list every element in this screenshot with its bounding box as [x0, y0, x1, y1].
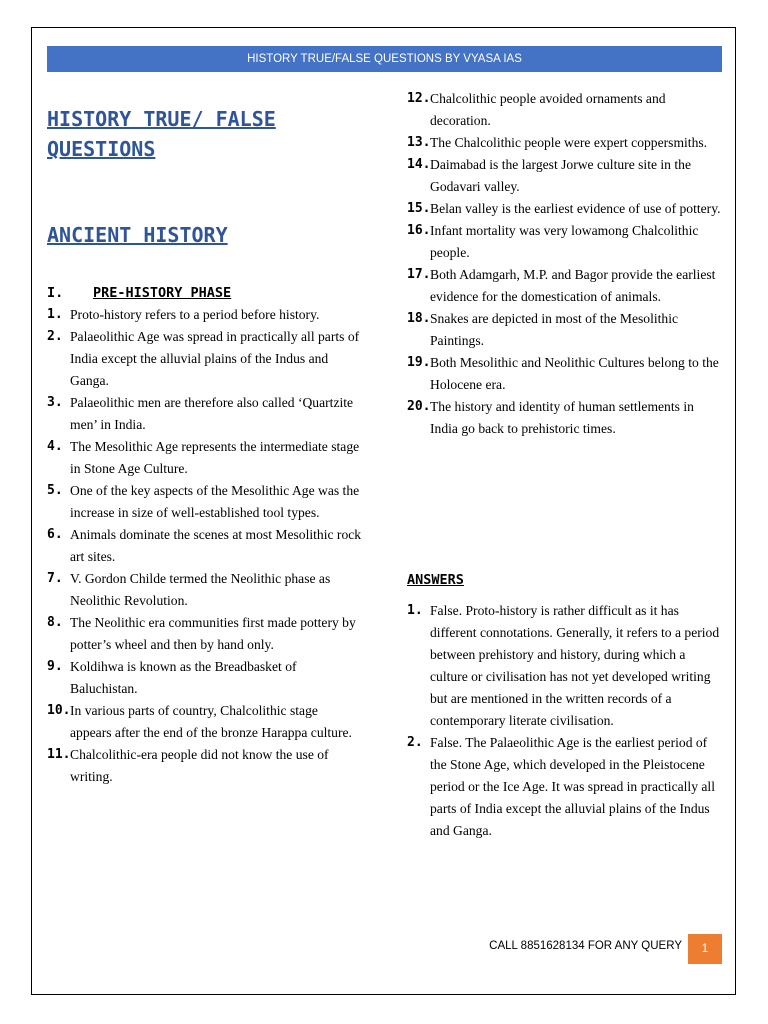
answer-item	[407, 600, 723, 732]
section-title: ANCIENT HISTORY	[47, 223, 228, 247]
question-number: 14.	[407, 157, 431, 172]
question-text: Proto-history refers to a period before history.	[70, 307, 320, 322]
page-number: 1	[701, 943, 709, 955]
page-header	[47, 46, 722, 72]
question-number: 4.	[47, 439, 63, 454]
question-item	[407, 198, 722, 220]
question-item	[47, 612, 362, 656]
question-text: Infant mortality was very lowamong Chalcolithic people.	[430, 223, 699, 260]
question-item	[47, 524, 362, 568]
question-text: Both Adamgarh, M.P. and Bagor provide the earliest evidence for the domestication of animals.	[430, 267, 716, 304]
answers-heading: ANSWERS	[407, 572, 464, 588]
question-text: Animals dominate the scenes at most Mesolithic rock art sites.	[70, 527, 362, 564]
question-item	[47, 568, 362, 612]
question-text: The Neolithic era communities first made pottery by potter’s wheel and then by hand only.	[70, 615, 356, 652]
question-number: 15.	[407, 201, 431, 216]
question-text: Chalcolithic-era people did not know the use of writing.	[70, 747, 329, 784]
question-number: 18.	[407, 311, 431, 326]
question-number: 20.	[407, 399, 431, 414]
question-number: 6.	[47, 527, 63, 542]
phase-heading	[47, 282, 231, 304]
question-number: 12.	[407, 91, 431, 106]
question-text: In various parts of country, Chalcolithic stage appears after the end of the bronze Harappa culture.	[70, 703, 352, 740]
question-text: One of the key aspects of the Mesolithic Age was the increase in size of well-established tool types.	[70, 483, 360, 520]
questions-list-left	[47, 304, 362, 788]
question-number: 17.	[407, 267, 431, 282]
question-number: 13.	[407, 135, 431, 150]
page-number-badge	[688, 934, 722, 964]
answer-item	[407, 732, 723, 842]
answer-text: False. Proto-history is rather difficult as it has different connotations. Generally, it refers to a period between prehistory and history, during which a culture or civilisation has not yet developed writing but are mentioned in the written records of a contemporary literate civilisation.	[430, 603, 720, 728]
question-item	[47, 700, 362, 744]
question-number: 10.	[47, 703, 71, 718]
question-number: 5.	[47, 483, 63, 498]
question-number: 3.	[47, 395, 63, 410]
answer-number: 2.	[407, 735, 423, 750]
question-item	[407, 220, 722, 264]
phase-title: PRE-HISTORY PHASE	[93, 285, 232, 301]
answers-list	[407, 600, 723, 842]
question-text: Koldihwa is known as the Breadbasket of Baluchistan.	[70, 659, 297, 696]
footer-contact: CALL 8851628134 FOR ANY QUERY	[489, 940, 682, 952]
phase-number: I.	[47, 285, 64, 301]
question-text: Palaeolithic Age was spread in practically all parts of India except the alluvial plains of the Indus and Ganga.	[70, 329, 360, 388]
answer-text: False. The Palaeolithic Age is the earliest period of the Stone Age, which developed in the Pleistocene period or the Ice Age. It was spread in practically all parts of India except the alluvial plains of the Indus and Ganga.	[430, 735, 715, 838]
question-item	[47, 656, 362, 700]
question-text: Both Mesolithic and Neolithic Cultures belong to the Holocene era.	[430, 355, 719, 392]
question-number: 19.	[407, 355, 431, 370]
question-number: 11.	[47, 747, 71, 762]
question-number: 1.	[47, 307, 63, 322]
question-text: The Chalcolithic people were expert coppersmiths.	[430, 135, 708, 150]
question-item	[47, 326, 362, 392]
question-item	[47, 744, 362, 788]
document-title: HISTORY TRUE/ FALSE QUESTIONS	[47, 107, 276, 161]
question-text: The history and identity of human settlements in India go back to prehistoric times.	[430, 399, 694, 436]
question-number: 7.	[47, 571, 63, 586]
question-text: V. Gordon Childe termed the Neolithic phase as Neolithic Revolution.	[70, 571, 331, 608]
question-item	[407, 352, 722, 396]
question-text: Belan valley is the earliest evidence of use of pottery.	[430, 201, 721, 216]
question-item	[407, 154, 722, 198]
question-item	[47, 304, 362, 326]
question-item	[407, 264, 722, 308]
question-item	[47, 480, 362, 524]
question-item	[47, 392, 362, 436]
header-title: HISTORY TRUE/FALSE QUESTIONS BY VYASA IAS	[247, 53, 522, 65]
question-item	[407, 132, 722, 154]
question-number: 8.	[47, 615, 63, 630]
question-item	[407, 308, 722, 352]
question-number: 16.	[407, 223, 431, 238]
question-item	[47, 436, 362, 480]
question-text: Palaeolithic men are therefore also called ‘Quartzite men’ in India.	[70, 395, 354, 432]
question-item	[407, 88, 722, 132]
question-item	[407, 396, 722, 440]
question-number: 2.	[47, 329, 63, 344]
answer-number: 1.	[407, 603, 423, 618]
question-text: Chalcolithic people avoided ornaments and decoration.	[430, 91, 666, 128]
question-text: Snakes are depicted in most of the Mesolithic Paintings.	[430, 311, 679, 348]
question-text: Daimabad is the largest Jorwe culture site in the Godavari valley.	[430, 157, 691, 194]
questions-list-right	[407, 88, 722, 440]
question-text: The Mesolithic Age represents the intermediate stage in Stone Age Culture.	[70, 439, 360, 476]
question-number: 9.	[47, 659, 63, 674]
